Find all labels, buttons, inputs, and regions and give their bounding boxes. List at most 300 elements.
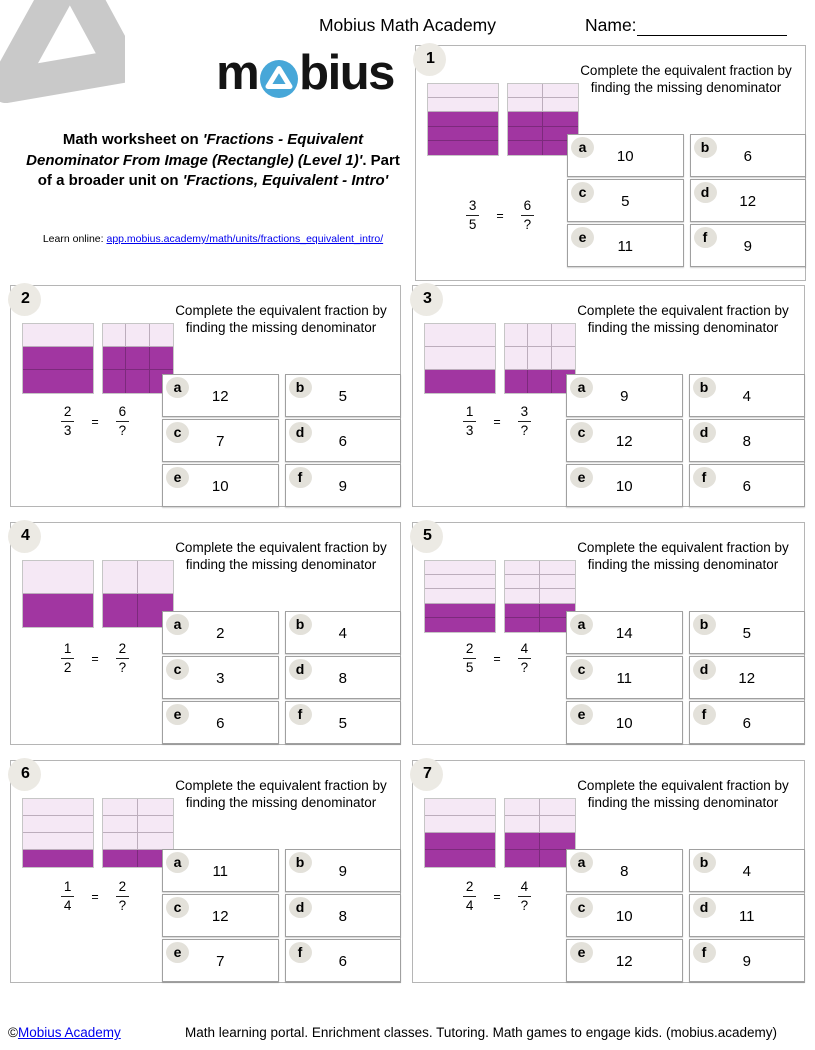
option-value: 11 [212,863,229,880]
numerator-right: 6 [521,198,535,216]
option-letter-badge: d [693,897,716,918]
shaded-cell [23,850,93,867]
answer-option-b[interactable] [689,611,806,654]
answer-option-a[interactable] [162,849,279,892]
option-value: 10 [615,908,633,925]
denominator-right: ? [520,659,529,675]
fraction-bar [424,323,496,394]
unshaded-cell [103,816,138,833]
fraction-right [518,641,532,676]
shaded-cell [425,604,495,618]
option-value: 6 [338,953,347,970]
problem-number: 4 [21,527,30,544]
answer-option-b[interactable] [690,134,807,177]
numerator-left: 2 [61,404,75,422]
problem-number: 2 [21,290,30,307]
unshaded-cell [103,833,138,850]
option-letter-badge: c [166,659,189,680]
answer-option-f[interactable] [689,701,806,744]
shaded-cell [23,594,93,627]
option-value: 10 [615,715,633,732]
option-value: 7 [216,433,225,450]
unshaded-cell [505,816,540,833]
option-value: 8 [742,433,751,450]
logo-text-prefix: m [216,45,259,100]
option-letter-badge: e [571,227,594,248]
numerator-left: 1 [61,879,75,897]
denominator-left: 5 [468,216,477,232]
fraction-bars [22,798,174,868]
denominator-right: ? [520,897,529,913]
shaded-cell [428,112,498,126]
unshaded-cell [103,561,138,594]
answer-options [162,611,401,744]
fraction-equation [417,879,577,914]
option-letter-badge: d [694,182,717,203]
option-letter-badge: a [570,377,593,398]
unshaded-cell [428,98,498,112]
option-letter-badge: f [693,704,716,725]
intro-part1: Math worksheet on [62,131,203,148]
unshaded-cell [138,833,173,850]
option-letter-badge: b [693,377,716,398]
fraction-right [116,879,130,914]
page-title: Mobius Math Academy [318,15,497,35]
option-value: 6 [743,148,752,165]
unshaded-cell [540,589,575,603]
shaded-cell [425,850,495,867]
answer-option-c[interactable] [162,419,279,462]
option-value: 5 [338,388,347,405]
answer-option-a[interactable] [162,611,279,654]
option-letter-badge: e [570,704,593,725]
numerator-right: 3 [518,404,532,422]
option-value: 5 [742,625,751,642]
intro-unit: 'Fractions, Equivalent - Intro' [182,172,389,190]
problem-number: 7 [423,765,432,782]
option-letter-badge: e [166,942,189,963]
fraction-equation [15,879,175,914]
shaded-cell [150,347,173,370]
equals-sign: = [91,890,99,905]
option-letter-badge: d [289,422,312,443]
answer-option-d[interactable] [690,179,807,222]
unshaded-cell [505,347,528,370]
name-underline[interactable] [637,18,787,36]
fraction-bar [22,323,94,394]
option-letter-badge: f [289,467,312,488]
unshaded-cell [505,589,540,603]
answer-option-d[interactable] [689,419,806,462]
problem-card [412,760,805,983]
fraction-left [463,404,477,439]
answer-option-a[interactable] [566,849,683,892]
option-letter-badge: b [694,137,717,158]
learn-online-link[interactable]: app.mobius.academy/math/units/fractions_equivalent_intro/ [106,233,384,245]
answer-option-b[interactable] [285,849,402,892]
shaded-cell [540,833,575,850]
unshaded-cell [23,816,93,833]
answer-option-c[interactable] [566,894,683,937]
answer-option-e[interactable] [566,939,683,982]
shaded-cell [428,127,498,141]
fraction-bar [22,560,94,628]
fraction-right [518,879,532,914]
problem-number: 5 [423,527,432,544]
answer-option-f[interactable] [285,701,402,744]
option-letter-badge: c [570,659,593,680]
answer-option-c[interactable] [567,179,684,222]
unshaded-cell [528,347,551,370]
unshaded-cell [425,347,495,370]
fraction-bars [427,83,579,156]
option-value: 8 [620,863,629,880]
problem-instruction: Complete the equivalent fraction by finding the missing denominator [175,778,387,810]
shaded-cell [126,347,149,370]
denominator-left: 4 [465,897,474,913]
shaded-cell [23,370,93,393]
shaded-cell [425,618,495,632]
option-letter-badge: e [570,467,593,488]
unshaded-cell [103,324,126,347]
option-value: 7 [216,953,225,970]
unshaded-cell [508,98,543,112]
numerator-left: 1 [61,641,75,659]
denominator-left: 3 [465,422,474,438]
answer-option-c[interactable] [162,894,279,937]
shaded-cell [508,112,543,126]
unshaded-cell [505,575,540,589]
problem-instruction: Complete the equivalent fraction by finding the missing denominator [577,303,789,335]
problem-card [415,45,806,281]
option-letter-badge: b [693,852,716,873]
problem-card [10,522,401,745]
fraction-equation [417,641,577,676]
numerator-right: 4 [518,879,532,897]
option-value: 9 [338,478,347,495]
shaded-cell [103,347,126,370]
answer-options [162,374,401,507]
fraction-equation [15,404,175,439]
option-value: 3 [216,670,225,687]
numerator-left: 2 [463,879,477,897]
equals-sign: = [496,209,504,224]
unshaded-cell [103,799,138,816]
fraction-left [466,198,480,233]
unshaded-cell [138,816,173,833]
unshaded-cell [528,324,551,347]
worksheet-description [22,130,404,192]
option-letter-badge: a [571,137,594,158]
option-value: 11 [616,670,633,687]
option-value: 8 [338,670,347,687]
fraction-left [463,641,477,676]
unshaded-cell [505,324,528,347]
denominator-right: ? [523,216,532,232]
answer-option-a[interactable] [162,374,279,417]
option-letter-badge: d [693,659,716,680]
unshaded-cell [552,324,575,347]
problem-number: 3 [423,290,432,307]
option-value: 6 [216,715,225,732]
answer-option-a[interactable] [567,134,684,177]
footer-tagline: Math learning portal. Enrichment classes. Tutoring. Math games to engage kids. (mobius.academy) [185,1025,778,1040]
learn-online-line [22,233,404,245]
answer-option-f[interactable] [285,464,402,507]
option-value: 8 [338,908,347,925]
answer-option-e[interactable] [567,224,684,267]
fraction-right [116,404,130,439]
option-value: 10 [616,148,634,165]
numerator-right: 2 [116,641,130,659]
answer-option-b[interactable] [689,849,806,892]
numerator-right: 2 [116,879,130,897]
option-letter-badge: a [166,614,189,635]
denominator-left: 4 [63,897,72,913]
option-value: 4 [742,388,751,405]
option-letter-badge: e [166,467,189,488]
denominator-left: 3 [63,422,72,438]
option-letter-badge: f [693,467,716,488]
answer-option-d[interactable] [285,894,402,937]
name-field [585,15,787,36]
option-letter-badge: e [166,704,189,725]
copyright-symbol: © [8,1025,18,1040]
answer-options [567,134,806,267]
learn-online-label: Learn online: [42,233,107,245]
answer-option-c[interactable] [162,656,279,699]
option-letter-badge: f [694,227,717,248]
mobius-triangle-icon [260,60,298,98]
option-letter-badge: b [289,377,312,398]
shaded-cell [505,850,540,867]
fraction-bar [427,83,499,156]
fraction-bars [424,560,576,633]
option-letter-badge: a [570,852,593,873]
denominator-right: ? [118,422,127,438]
shaded-cell [543,112,578,126]
answer-option-e[interactable] [162,464,279,507]
unshaded-cell [23,799,93,816]
answer-option-e[interactable] [566,464,683,507]
option-value: 10 [211,478,229,495]
footer-academy-link[interactable]: Mobius Academy [17,1025,121,1040]
shaded-cell [126,370,149,393]
answer-option-f[interactable] [689,939,806,982]
option-letter-badge: a [166,852,189,873]
answer-options [566,849,805,982]
answer-option-a[interactable] [566,374,683,417]
answer-option-d[interactable] [689,656,806,699]
unshaded-cell [425,816,495,833]
unshaded-cell [552,347,575,370]
unshaded-cell [138,799,173,816]
unshaded-cell [425,575,495,589]
option-letter-badge: a [166,377,189,398]
option-value: 6 [338,433,347,450]
option-letter-badge: a [570,614,593,635]
unshaded-cell [540,561,575,575]
intro-part2: . Part of a broader unit on [37,151,400,190]
fraction-bar [22,798,94,868]
denominator-left: 5 [465,659,474,675]
unshaded-cell [425,799,495,816]
numerator-left: 2 [463,641,477,659]
shaded-cell [103,594,138,627]
fraction-left [463,879,477,914]
fraction-left [61,404,75,439]
option-value: 12 [615,953,633,970]
option-letter-badge: c [166,422,189,443]
option-value: 9 [743,238,752,255]
option-value: 12 [738,670,756,687]
answer-option-d[interactable] [285,419,402,462]
shaded-cell [505,833,540,850]
answer-option-b[interactable] [285,611,402,654]
option-letter-badge: b [289,852,312,873]
numerator-left: 1 [463,404,477,422]
equals-sign: = [91,652,99,667]
shaded-cell [23,347,93,370]
problem-card [10,285,401,507]
option-letter-badge: c [570,897,593,918]
option-letter-badge: c [571,182,594,203]
fraction-bars [22,560,174,628]
numerator-left: 3 [466,198,480,216]
unshaded-cell [23,561,93,594]
answer-option-f[interactable] [285,939,402,982]
answer-option-f[interactable] [689,464,806,507]
equals-sign: = [91,415,99,430]
problem-number: 6 [21,765,30,782]
unshaded-cell [23,324,93,347]
name-label: Name: [585,15,637,35]
equals-sign: = [493,652,501,667]
option-value: 12 [211,388,229,405]
unshaded-cell [540,575,575,589]
answer-option-d[interactable] [285,656,402,699]
denominator-right: ? [520,422,529,438]
shaded-cell [103,850,138,867]
option-value: 11 [738,908,755,925]
problem-instruction: Complete the equivalent fraction by finding the missing denominator [577,540,789,572]
logo-text-suffix: bius [299,45,394,100]
fraction-bars [424,323,576,394]
unshaded-cell [543,84,578,98]
fraction-right [521,198,535,233]
problem-instruction: Complete the equivalent fraction by finding the missing denominator [580,63,792,95]
equals-sign: = [493,415,501,430]
unshaded-cell [505,799,540,816]
answer-option-b[interactable] [285,374,402,417]
answer-option-e[interactable] [566,701,683,744]
option-value: 11 [617,238,634,255]
unshaded-cell [425,324,495,347]
option-value: 5 [338,715,347,732]
shaded-cell [505,370,528,393]
fraction-bar [424,560,496,633]
option-value: 9 [742,953,751,970]
shaded-cell [425,833,495,850]
option-value: 12 [211,908,229,925]
problem-card [412,285,805,507]
unshaded-cell [150,324,173,347]
option-value: 10 [615,478,633,495]
fraction-left [61,879,75,914]
problem-instruction: Complete the equivalent fraction by finding the missing denominator [577,778,789,810]
fraction-bars [424,798,576,868]
problem-instruction: Complete the equivalent fraction by finding the missing denominator [175,540,387,572]
problem-card [10,760,401,983]
fraction-bars [22,323,174,394]
answer-option-c[interactable] [566,656,683,699]
problem-card [412,522,805,745]
option-value: 6 [742,478,751,495]
footer-copyright [8,1025,121,1040]
answer-options [566,611,805,744]
unshaded-cell [126,324,149,347]
fraction-bar [424,798,496,868]
unshaded-cell [138,561,173,594]
answer-option-a[interactable] [566,611,683,654]
shaded-cell [425,370,495,393]
fraction-right [518,404,532,439]
answer-option-d[interactable] [689,894,806,937]
denominator-right: ? [118,659,127,675]
shaded-cell [508,127,543,141]
equals-sign: = [493,890,501,905]
shaded-cell [508,141,543,155]
option-letter-badge: d [289,659,312,680]
problem-instruction: Complete the equivalent fraction by finding the missing denominator [175,303,387,335]
fraction-equation [417,404,577,439]
option-value: 14 [615,625,633,642]
option-value: 6 [742,715,751,732]
unshaded-cell [505,561,540,575]
intro-topic: 'Fractions - Equivalent Denominator From Image (Rectangle) (Level 1)' [26,131,364,169]
option-letter-badge: c [570,422,593,443]
option-letter-badge: d [693,422,716,443]
option-letter-badge: f [289,942,312,963]
answer-option-c[interactable] [566,419,683,462]
option-value: 5 [621,193,630,210]
unshaded-cell [508,84,543,98]
shaded-cell [103,370,126,393]
unshaded-cell [425,589,495,603]
shaded-cell [528,370,551,393]
answer-option-b[interactable] [689,374,806,417]
numerator-right: 4 [518,641,532,659]
option-value: 9 [620,388,629,405]
unshaded-cell [540,816,575,833]
option-value: 4 [742,863,751,880]
shaded-cell [505,618,540,632]
option-letter-badge: f [289,704,312,725]
option-value: 12 [615,433,633,450]
answer-option-e[interactable] [162,939,279,982]
answer-option-e[interactable] [162,701,279,744]
problem-number: 1 [426,50,435,67]
option-value: 4 [338,625,347,642]
fraction-right [116,641,130,676]
fraction-left [61,641,75,676]
fraction-equation [15,641,175,676]
numerator-right: 6 [116,404,130,422]
option-letter-badge: f [693,942,716,963]
unshaded-cell [23,833,93,850]
option-value: 9 [338,863,347,880]
answer-option-f[interactable] [690,224,807,267]
